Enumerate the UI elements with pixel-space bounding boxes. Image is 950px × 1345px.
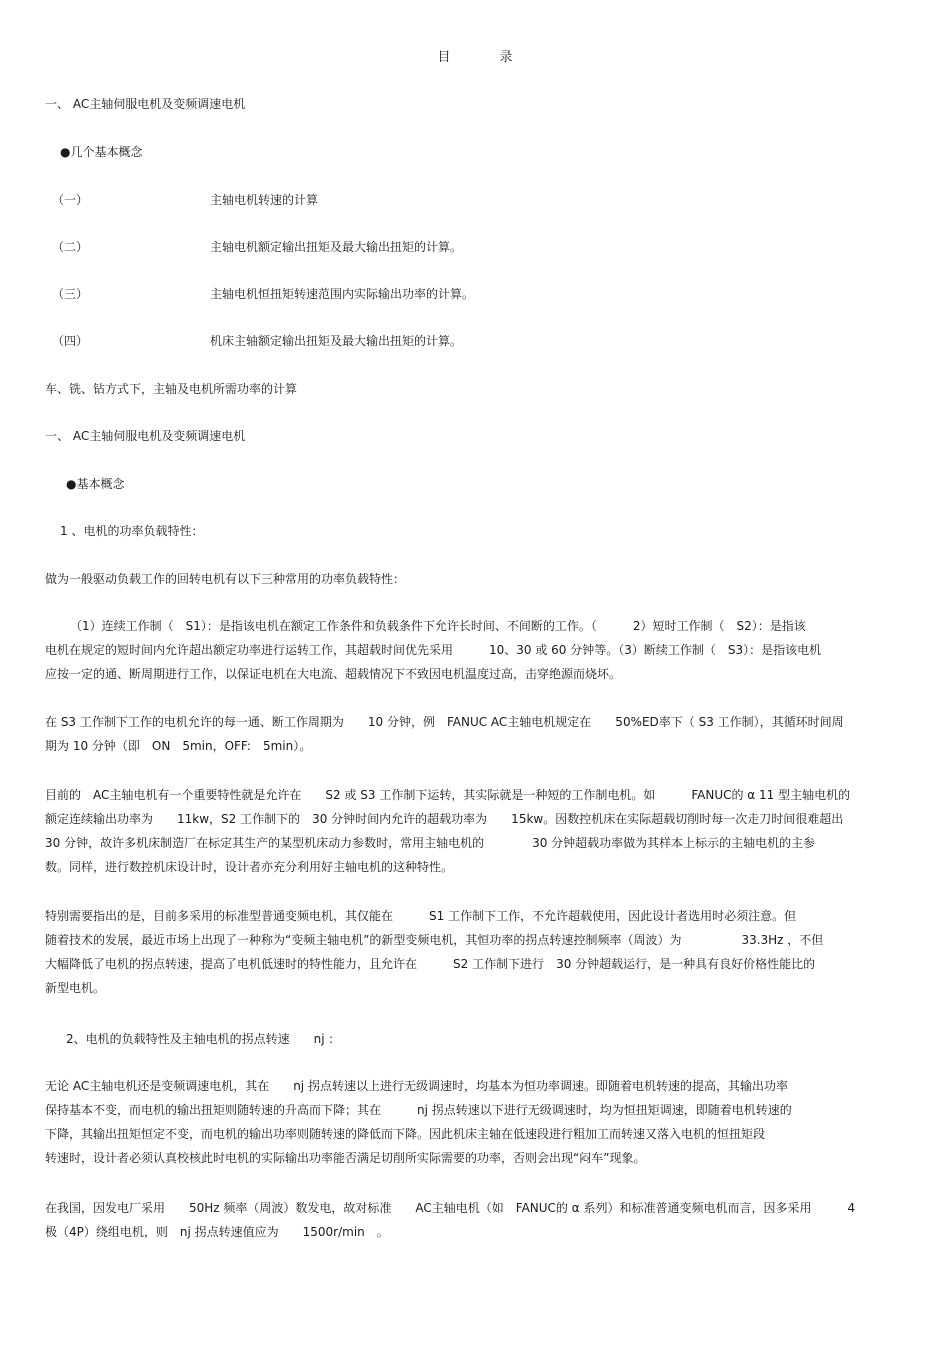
paragraph-line: 新型电机。	[45, 981, 106, 995]
paragraph-line: 数。同样，进行数控机床设计时，设计者亦充分利用好主轴电机的这种特性。	[45, 860, 454, 874]
paragraph-line: 转速时，设计者必须认真校核此时电机的实际输出功率能否满足切削所实际需要的功率，否则会出现“闷车”现象。	[45, 1151, 646, 1165]
paragraph-china-50hz	[45, 1196, 905, 1244]
toc-item-text: 机床主轴额定输出扭矩及最大输出扭矩的计算。	[210, 334, 463, 348]
toc-bullet-basic-concepts: ●几个基本概念	[60, 145, 143, 159]
subsection-heading-2: 2、电机的负载特性及主轴电机的拐点转速 nj ：	[66, 1032, 341, 1046]
paragraph-line: 保持基本不变，而电机的输出扭矩则随转速的升高而下降；其在 nj 拐点转速以下进行无级调速时，均为恒扭矩调速，即随着电机转速的	[45, 1103, 792, 1117]
toc-item-number: （四）	[52, 334, 89, 348]
toc-item-text: 主轴电机转速的计算	[210, 193, 319, 207]
subsection-heading-1: 1 、电机的功率负载特性：	[60, 524, 204, 538]
toc-heading-power-calc: 车、铣、钻方式下，主轴及电机所需功率的计算	[45, 382, 298, 396]
paragraph-line: 在 S3 工作制下工作的电机允许的每一通、断工作周期为 10 分钟，例 FANUC AC主轴电机规定在 50%ED率下（ S3 工作制），其循环时间周	[45, 715, 844, 729]
toc-item-number: （二）	[52, 240, 89, 254]
paragraph-s3-cycle	[45, 710, 905, 758]
toc-heading-ac-spindle: 一、 AC主轴伺服电机及变频调速电机	[45, 97, 246, 111]
paragraph-line: 下降，其输出扭矩恒定不变，而电机的输出功率则随转速的降低而下降。因此机床主轴在低速段进行粗加工而转速又落入电机的恒扭矩段	[45, 1127, 766, 1141]
page-title: 目 录	[437, 50, 531, 65]
paragraph-work-modes	[45, 614, 900, 686]
paragraph-line: 应按一定的通、断周期进行工作，以保证电机在大电流、超载情况下不致因电机温度过高，击穿绝源而烧坏。	[45, 667, 622, 681]
toc-item-number: （一）	[52, 193, 89, 207]
intro-paragraph: 做为一般驱动负载工作的回转电机有以下三种常用的功率负载特性：	[45, 572, 406, 586]
paragraph-line: 无论 AC主轴电机还是变频调速电机，其在 nj 拐点转速以上进行无级调速时，均基本为恒功率调速。即随着电机转速的提高，其输出功率	[45, 1079, 788, 1093]
paragraph-knee-speed	[45, 1074, 905, 1170]
toc-item-text: 主轴电机额定输出扭矩及最大输出扭矩的计算。	[210, 240, 463, 254]
paragraph-line: 30 分钟，故许多机床制造厂在标定其生产的某型机床动力参数时，常用主轴电机的 30 分钟超载功率做为其样本上标示的主轴电机的主参	[45, 836, 816, 850]
paragraph-line: 电机在规定的短时间内允许超出额定功率进行运转工作，其超载时间优先采用 10、30 或 60 分钟等。（3）断续工作制（ S3）：是指该电机	[45, 643, 822, 657]
section-heading: 一、 AC主轴伺服电机及变频调速电机	[45, 429, 246, 443]
paragraph-line: 特别需要指出的是，目前多采用的标准型普通变频电机，其仅能在 S1 工作制下工作，不允许超载使用，因此设计者选用时必须注意。但	[45, 909, 797, 923]
paragraph-line: 随着技术的发展，最近市场上出现了一种称为“变频主轴电机”的新型变频电机，其恒功率的拐点转速控制频率（周波）为 33.3Hz ，不但	[45, 933, 824, 947]
paragraph-variable-frequency-motor	[45, 904, 905, 1000]
section-bullet: ●基本概念	[66, 477, 125, 491]
paragraph-line: 大幅降低了电机的拐点转速，提高了电机低速时的特性能力，且允许在 S2 工作制下进行 30 分钟超载运行，是一种具有良好价格性能比的	[45, 957, 816, 971]
toc-item-text: 主轴电机恒扭矩转速范围内实际输出功率的计算。	[210, 287, 475, 301]
paragraph-line: 在我国，因发电厂采用 50Hz 频率（周波）数发电，故对标准 AC主轴电机（如 FANUC的 α 系列）和标准普通变频电机而言，因多采用 4	[45, 1201, 856, 1215]
paragraph-line: 期为 10 分钟（即 ON 5min，OFF: 5min）。	[45, 739, 312, 753]
paragraph-line: 极（4P）绕组电机，则 nj 拐点转速值应为 1500r/min 。	[45, 1225, 389, 1239]
toc-item-number: （三）	[52, 287, 89, 301]
paragraph-line: 目前的 AC主轴电机有一个重要特性就是允许在 S2 或 S3 工作制下运转，其实际就是一种短的工作制电机。如 FANUC的 α 11 型主轴电机的	[45, 788, 851, 802]
paragraph-line: 额定连续输出功率为 11kw，S2 工作制下的 30 分钟时间内允许的超载功率为 15kw。因数控机床在实际超载切削时每一次走刀时间很难超出	[45, 812, 844, 826]
paragraph-ac-spindle-overload	[45, 783, 905, 879]
paragraph-line: （1）连续工作制（ S1）：是指该电机在额定工作条件和负载条件下允许长时间、不间断的工作。（ 2）短时工作制（ S2）：是指该	[70, 619, 806, 633]
